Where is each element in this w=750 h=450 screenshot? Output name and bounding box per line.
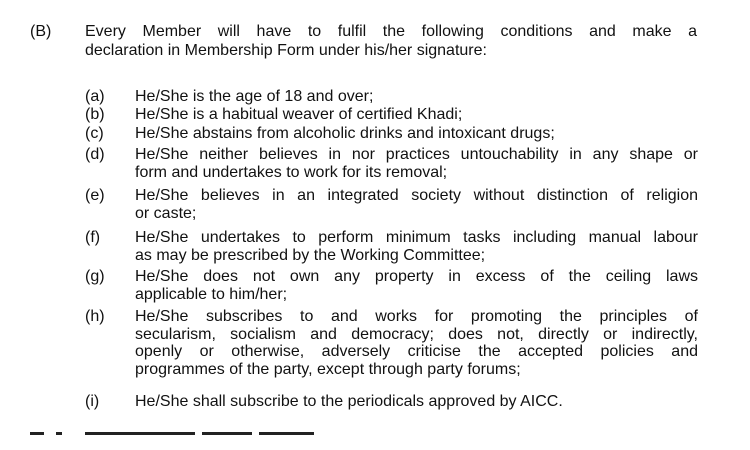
condition-text: [135, 106, 698, 124]
condition-letter: (e): [85, 187, 105, 204]
condition-line: He/She believes in an integrated society without distinction of religion: [135, 187, 698, 204]
condition-line: secularism, socialism and democracy; does not, directly or indirectly,: [135, 325, 698, 343]
condition-line: He/She undertakes to perform minimum tasks including manual labour: [135, 229, 698, 246]
clipped-next-heading: [30, 432, 330, 438]
section-label: (B): [30, 23, 52, 40]
condition-letter: (d): [85, 146, 105, 163]
condition-text: [135, 125, 698, 143]
condition-line: applicable to him/her;: [135, 285, 288, 303]
condition-line: or caste;: [135, 204, 197, 222]
condition-line: He/She does not own any property in excess of the ceiling laws: [135, 268, 698, 285]
condition-letter: (h): [85, 308, 105, 325]
condition-line: openly or otherwise, adversely criticise the accepted policies and: [135, 343, 698, 360]
section-intro-line: Every Member will have to fulfil the following conditions and make a: [85, 23, 697, 40]
condition-line: He/She neither believes in nor practices untouchability in any shape or: [135, 146, 698, 163]
condition-line: He/She is a habitual weaver of certified Khadi;: [135, 106, 463, 123]
condition-letter: (c): [85, 125, 104, 142]
condition-text: [135, 393, 698, 411]
condition-line: He/She abstains from alcoholic drinks and intoxicant drugs;: [135, 125, 555, 142]
condition-text: [135, 268, 698, 303]
condition-line: He/She is the age of 18 and over;: [135, 88, 374, 105]
condition-letter: (a): [85, 88, 105, 105]
condition-letter: (g): [85, 268, 105, 285]
condition-line: programmes of the party, except through party forums;: [135, 360, 521, 378]
condition-line: He/She subscribes to and works for promoting the principles of: [135, 308, 698, 325]
condition-text: [135, 187, 698, 222]
condition-letter: (i): [85, 393, 100, 410]
condition-text: [135, 229, 698, 264]
condition-line: as may be prescribed by the Working Committee;: [135, 246, 486, 264]
condition-line: form and undertakes to work for its removal;: [135, 163, 448, 181]
condition-text: [135, 308, 698, 378]
section-intro-line: declaration in Membership Form under his/her signature:: [85, 42, 487, 59]
condition-letter: (f): [85, 229, 101, 246]
condition-line: He/She shall subscribe to the periodicals approved by AICC.: [135, 393, 563, 410]
condition-text: [135, 88, 698, 106]
condition-letter: (b): [85, 106, 105, 123]
condition-text: [135, 146, 698, 181]
